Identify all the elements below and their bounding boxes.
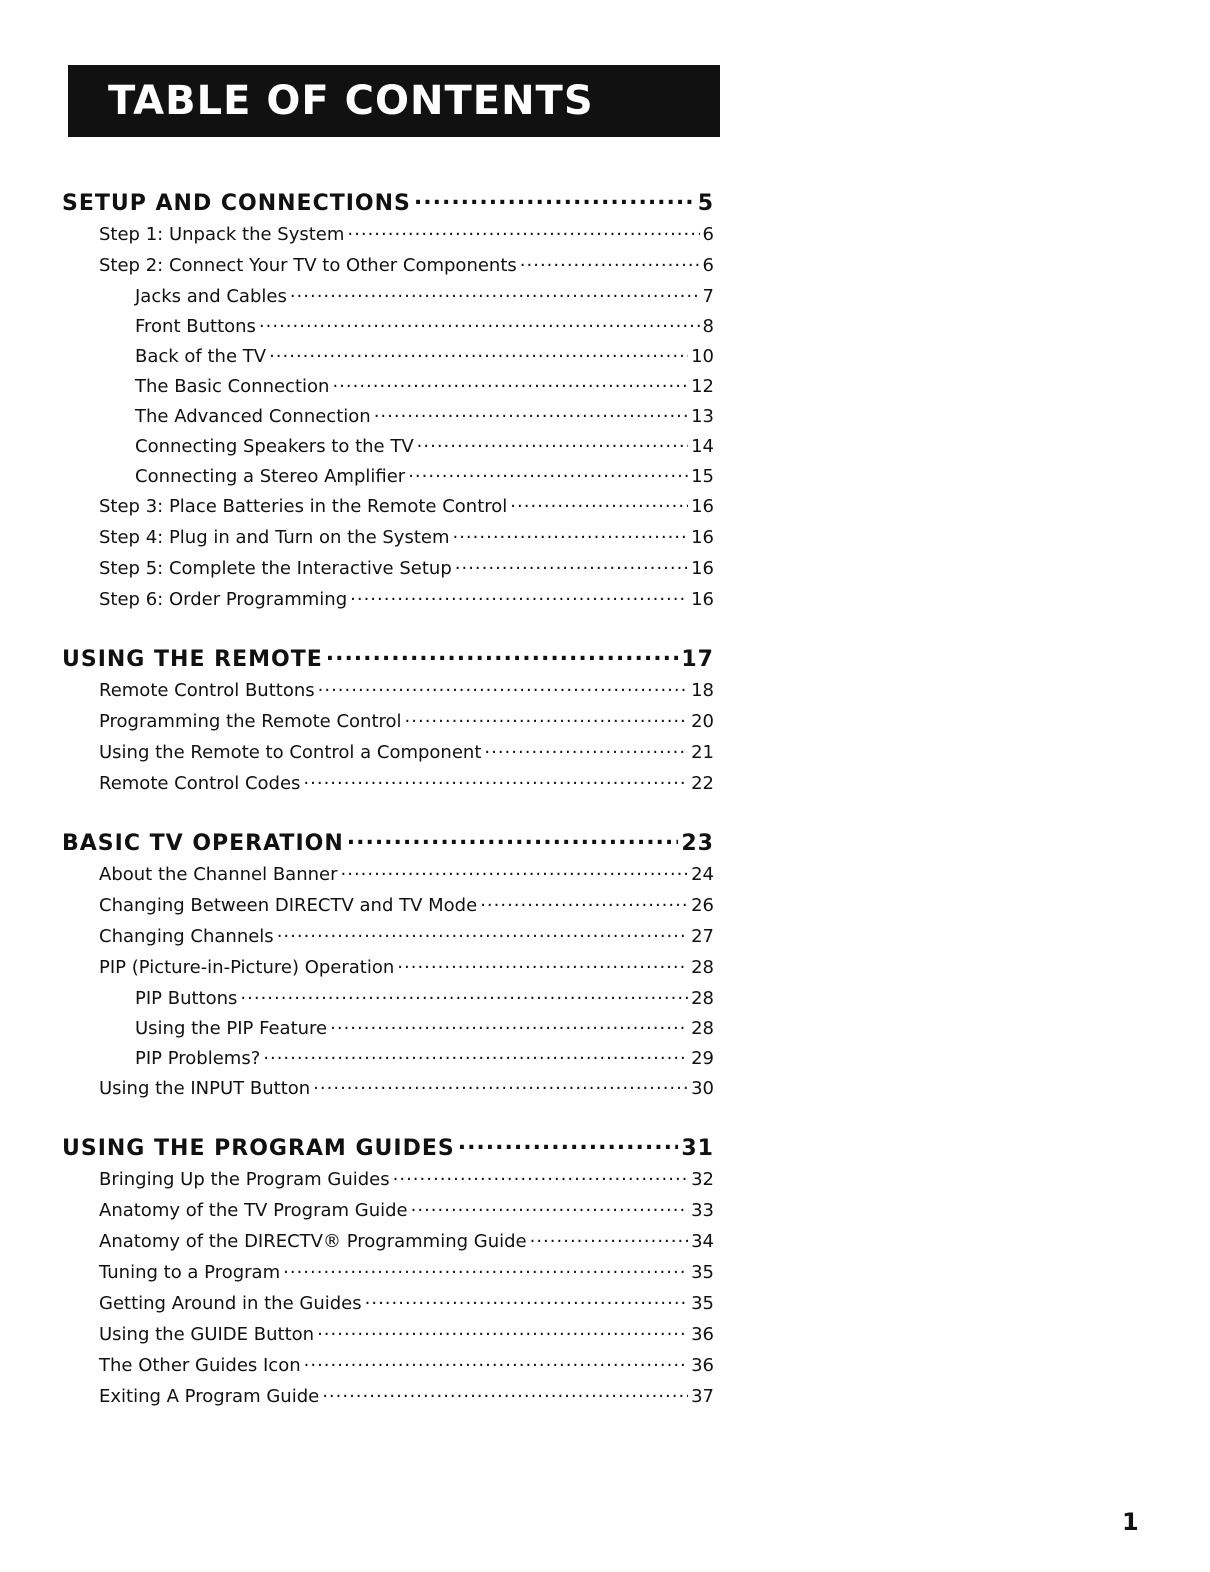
toc-entry-label: Step 2: Connect Your TV to Other Components <box>99 255 517 276</box>
dot-leader <box>411 1198 688 1216</box>
toc-entry-page: 10 <box>691 346 714 367</box>
toc-entry-page: 15 <box>691 466 714 487</box>
toc-entry[interactable] <box>62 253 714 284</box>
dot-leader <box>283 1260 688 1278</box>
toc-entry-page: 18 <box>691 680 714 701</box>
toc-section-heading[interactable] <box>62 828 714 862</box>
toc-entry-label: The Advanced Connection <box>135 406 371 427</box>
toc-entry-page: 29 <box>691 1048 714 1069</box>
toc-entry[interactable] <box>62 404 714 434</box>
dot-leader <box>263 1046 688 1064</box>
toc-entry[interactable] <box>62 374 714 404</box>
toc-entry[interactable] <box>62 1260 714 1291</box>
dot-leader <box>317 1322 688 1340</box>
page-number: 1 <box>1122 1508 1139 1536</box>
toc-entry-label: Step 3: Place Batteries in the Remote Control <box>99 496 508 517</box>
toc-entry-label: Programming the Remote Control <box>99 711 402 732</box>
toc-entry[interactable] <box>62 1384 714 1415</box>
toc-entry[interactable] <box>62 862 714 893</box>
dot-leader <box>458 1133 679 1155</box>
toc-entry[interactable] <box>62 1291 714 1322</box>
toc-entry-page: 6 <box>702 224 714 245</box>
toc-entry[interactable] <box>62 434 714 464</box>
toc-section-heading[interactable] <box>62 644 714 678</box>
dot-leader <box>332 374 688 392</box>
toc-entry[interactable] <box>62 1353 714 1384</box>
toc-entry-page: 7 <box>702 286 714 307</box>
toc-entry[interactable] <box>62 587 714 618</box>
toc-entry[interactable] <box>62 1076 714 1107</box>
toc-entry[interactable] <box>62 924 714 955</box>
toc-entry[interactable] <box>62 740 714 771</box>
toc-entry[interactable] <box>62 709 714 740</box>
toc-entry-label: Getting Around in the Guides <box>99 1293 362 1314</box>
toc-entry-page: 12 <box>691 376 714 397</box>
dot-leader <box>240 986 688 1004</box>
toc-entry[interactable] <box>62 1016 714 1046</box>
dot-leader <box>520 253 700 271</box>
dot-leader <box>530 1229 688 1247</box>
toc-entry[interactable] <box>62 344 714 374</box>
toc-entry-page: 28 <box>691 957 714 978</box>
toc-entry-label: Using the Remote to Control a Component <box>99 742 482 763</box>
dot-leader <box>304 1353 688 1371</box>
toc-entry-page: 23 <box>681 831 714 856</box>
dot-leader <box>408 464 688 482</box>
toc-entry[interactable] <box>62 494 714 525</box>
toc-entry-label: The Basic Connection <box>135 376 330 397</box>
toc-entry-page: 16 <box>691 496 714 517</box>
dot-leader <box>330 1016 688 1034</box>
toc-entry-page: 37 <box>691 1386 714 1407</box>
toc-entry-label: Jacks and Cables <box>135 286 287 307</box>
dot-leader <box>484 740 688 758</box>
dot-leader <box>313 1076 688 1094</box>
dot-leader <box>259 314 700 332</box>
dot-leader <box>318 678 688 696</box>
toc-entry[interactable] <box>62 1167 714 1198</box>
toc-entry-label: Using the GUIDE Button <box>99 1324 315 1345</box>
dot-leader <box>341 862 689 880</box>
toc-entry-label: Step 5: Complete the Interactive Setup <box>99 558 452 579</box>
dot-leader <box>350 587 688 605</box>
toc-entry-label: Step 1: Unpack the System <box>99 224 345 245</box>
toc-entry-page: 16 <box>691 527 714 548</box>
toc-entry[interactable] <box>62 314 714 344</box>
toc-entry-label: PIP (Picture-in-Picture) Operation <box>99 957 395 978</box>
toc-entry-page: 32 <box>691 1169 714 1190</box>
toc-entry-label: Front Buttons <box>135 316 256 337</box>
toc-entry[interactable] <box>62 986 714 1016</box>
table-of-contents <box>62 188 714 1441</box>
toc-entry-page: 17 <box>681 647 714 672</box>
dot-leader <box>414 188 695 210</box>
toc-entry-page: 36 <box>691 1355 714 1376</box>
toc-entry-page: 16 <box>691 558 714 579</box>
dot-leader <box>480 893 688 911</box>
toc-entry-label: Using the PIP Feature <box>135 1018 328 1039</box>
toc-entry-page: 26 <box>691 895 714 916</box>
page-title: TABLE OF CONTENTS <box>108 78 594 124</box>
toc-entry-label: Exiting A Program Guide <box>99 1386 320 1407</box>
toc-entry[interactable] <box>62 893 714 924</box>
dot-leader <box>347 828 679 850</box>
toc-entry-page: 35 <box>691 1293 714 1314</box>
toc-entry[interactable] <box>62 1198 714 1229</box>
toc-entry-label: PIP Problems? <box>135 1048 261 1069</box>
toc-entry[interactable] <box>62 955 714 986</box>
toc-entry-label: Step 4: Plug in and Turn on the System <box>99 527 450 548</box>
toc-entry-label: Changing Between DIRECTV and TV Mode <box>99 895 478 916</box>
toc-section <box>62 1133 714 1415</box>
dot-leader <box>290 284 700 302</box>
toc-entry-label: Using the INPUT Button <box>99 1078 311 1099</box>
toc-section-heading[interactable] <box>62 188 714 222</box>
toc-entry-page: 16 <box>691 589 714 610</box>
toc-entry[interactable] <box>62 284 714 314</box>
toc-entry[interactable] <box>62 556 714 587</box>
toc-entry-page: 31 <box>681 1136 714 1161</box>
dot-leader <box>452 525 688 543</box>
toc-entry-page: 35 <box>691 1262 714 1283</box>
dot-leader <box>303 771 688 789</box>
dot-leader <box>397 955 688 973</box>
toc-entry-label: USING THE REMOTE <box>62 647 323 672</box>
toc-entry[interactable] <box>62 1046 714 1076</box>
toc-entry-label: Remote Control Codes <box>99 773 301 794</box>
toc-entry[interactable] <box>62 678 714 709</box>
dot-leader <box>417 434 688 452</box>
dot-leader <box>269 344 688 362</box>
toc-entry[interactable] <box>62 771 714 802</box>
toc-entry-label: USING THE PROGRAM GUIDES <box>62 1136 455 1161</box>
toc-entry-page: 21 <box>691 742 714 763</box>
toc-entry-label: Anatomy of the DIRECTV® Programming Guide <box>99 1231 527 1252</box>
toc-entry-page: 6 <box>702 255 714 276</box>
toc-entry[interactable] <box>62 525 714 556</box>
toc-entry-page: 28 <box>691 1018 714 1039</box>
toc-entry-page: 20 <box>691 711 714 732</box>
toc-entry-page: 33 <box>691 1200 714 1221</box>
toc-entry-label: Anatomy of the TV Program Guide <box>99 1200 408 1221</box>
title-banner <box>68 65 720 137</box>
toc-entry-label: Tuning to a Program <box>99 1262 281 1283</box>
toc-entry-page: 14 <box>691 436 714 457</box>
toc-entry-page: 28 <box>691 988 714 1009</box>
toc-entry-label: Changing Channels <box>99 926 274 947</box>
toc-entry-page: 8 <box>702 316 714 337</box>
dot-leader <box>326 644 679 666</box>
dot-leader <box>405 709 689 727</box>
toc-entry-label: Bringing Up the Program Guides <box>99 1169 390 1190</box>
toc-entry[interactable] <box>62 464 714 494</box>
toc-entry-label: Back of the TV <box>135 346 267 367</box>
toc-section <box>62 828 714 1107</box>
toc-entry-label: PIP Buttons <box>135 988 238 1009</box>
dot-leader <box>277 924 688 942</box>
toc-entry-page: 22 <box>691 773 714 794</box>
toc-entry-page: 13 <box>691 406 714 427</box>
toc-entry-label: About the Channel Banner <box>99 864 338 885</box>
toc-entry-page: 5 <box>697 191 714 216</box>
dot-leader <box>510 494 688 512</box>
toc-entry-page: 36 <box>691 1324 714 1345</box>
dot-leader <box>393 1167 688 1185</box>
toc-section <box>62 188 714 618</box>
toc-entry-label: SETUP AND CONNECTIONS <box>62 191 411 216</box>
toc-entry[interactable] <box>62 222 714 253</box>
toc-entry[interactable] <box>62 1322 714 1353</box>
toc-section <box>62 644 714 802</box>
dot-leader <box>322 1384 688 1402</box>
dot-leader <box>347 222 699 240</box>
toc-entry-label: Step 6: Order Programming <box>99 589 348 610</box>
toc-entry-label: Connecting a Stereo Amplifier <box>135 466 406 487</box>
toc-entry-page: 34 <box>691 1231 714 1252</box>
toc-entry[interactable] <box>62 1229 714 1260</box>
toc-entry-page: 24 <box>691 864 714 885</box>
toc-entry-page: 27 <box>691 926 714 947</box>
toc-entry-label: The Other Guides Icon <box>99 1355 301 1376</box>
dot-leader <box>365 1291 688 1309</box>
toc-entry-label: Connecting Speakers to the TV <box>135 436 414 457</box>
toc-entry-label: BASIC TV OPERATION <box>62 831 344 856</box>
toc-entry-label: Remote Control Buttons <box>99 680 315 701</box>
toc-section-heading[interactable] <box>62 1133 714 1167</box>
dot-leader <box>374 404 688 422</box>
toc-entry-page: 30 <box>691 1078 714 1099</box>
dot-leader <box>455 556 688 574</box>
